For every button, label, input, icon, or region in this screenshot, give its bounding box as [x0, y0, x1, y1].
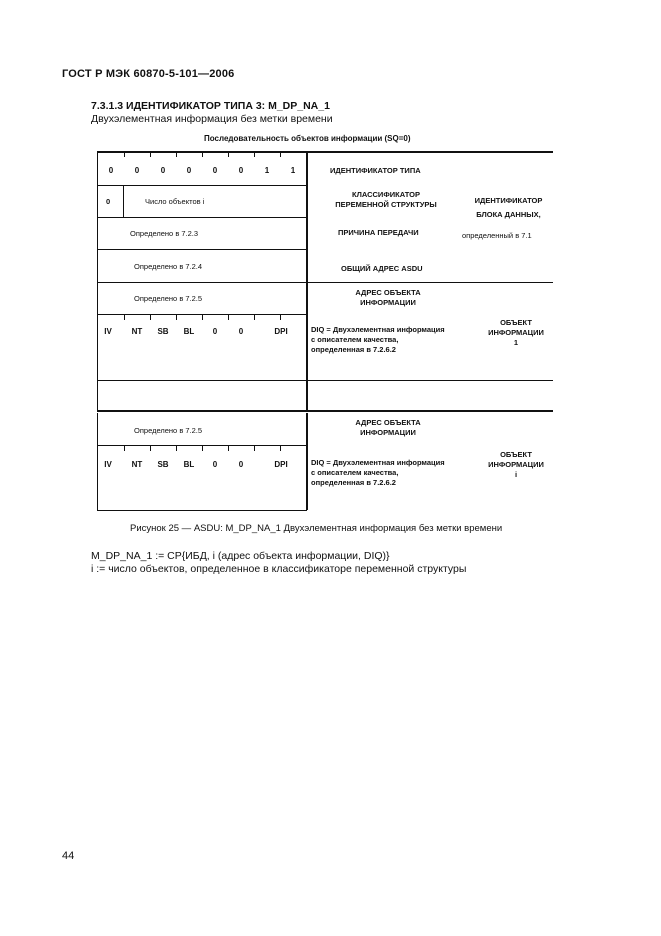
document-header: ГОСТ Р МЭК 60870-5-101—2006: [62, 68, 235, 80]
bit-value: 0: [186, 166, 192, 175]
bit-tick: [150, 152, 151, 157]
formula-note: i := число объектов, определенное в классификаторе переменной структуры: [91, 563, 467, 575]
bit-value: 0: [238, 166, 244, 175]
bit-tick: [202, 315, 203, 320]
bit-value: IV: [104, 460, 112, 469]
bit-value: NT: [131, 327, 143, 336]
diq-description: DIQ = Двухэлементная информация с описателем качества, определенная в 7.2.6.2: [311, 325, 445, 355]
rule-row: [97, 510, 307, 511]
bit-tick: [280, 315, 281, 320]
bit-value: 1: [290, 166, 296, 175]
section-title: 7.3.1.3 ИДЕНТИФИКАТОР ТИПА 3: M_DP_NA_1: [91, 100, 330, 112]
bit-value: 0: [238, 460, 244, 469]
vsq-description: КЛАССИФИКАТОР ПЕРЕМЕННОЙ СТРУКТУРЫ: [335, 190, 437, 209]
type-id-label: ИДЕНТИФИКАТОР ТИПА: [330, 166, 421, 175]
bit-tick: [228, 315, 229, 320]
rule-left: [97, 151, 98, 411]
rule-row: [97, 282, 553, 283]
information-object-1: ОБЪЕКТ ИНФОРМАЦИИ 1: [488, 318, 544, 347]
bit-value: 0: [134, 166, 140, 175]
dub-reference: определенный в 7.1: [462, 231, 532, 240]
bit-value: 0: [212, 327, 218, 336]
rule-row: [97, 185, 307, 186]
page-number: 44: [62, 850, 75, 862]
bit-tick: [254, 152, 255, 157]
rule-top: [97, 151, 553, 153]
bit-tick: [228, 152, 229, 157]
bit-value: DPI: [274, 327, 288, 336]
bit-value: 1: [264, 166, 270, 175]
cot-defined: Определено в 7.2.3: [130, 229, 199, 238]
information-object-i: ОБЪЕКТ ИНФОРМАЦИИ i: [488, 450, 544, 479]
section-subtitle: Двухэлементная информация без метки времени: [91, 113, 333, 125]
bit-tick: [176, 152, 177, 157]
ioa-label-b: АДРЕС ОБЪЕКТА ИНФОРМАЦИИ: [355, 418, 421, 437]
bit-tick: [228, 446, 229, 451]
bit-tick: [124, 315, 125, 320]
formula-definition: M_DP_NA_1 := CP{ИБД, i (адрес объекта информации, DIQ)}: [91, 550, 390, 562]
bit-value: NT: [131, 460, 143, 469]
ioa-defined: Определено в 7.2.5: [134, 294, 203, 303]
cot-label: ПРИЧИНА ПЕРЕДАЧИ: [338, 228, 419, 237]
bit-tick: [202, 152, 203, 157]
bit-value: IV: [104, 327, 112, 336]
vsq-zero: 0: [106, 197, 111, 206]
bit-tick: [124, 152, 125, 157]
rule-bottom-dub: [97, 410, 553, 412]
bit-tick: [254, 315, 255, 320]
dub-label: ИДЕНТИФИКАТОР БЛОКА ДАННЫХ,: [474, 196, 543, 219]
sequence-label: Последовательность объектов информации (SQ=0): [204, 134, 411, 143]
vsq-count-label: Число объектов i: [145, 197, 205, 206]
rule-mid-b: [306, 413, 308, 510]
figure-caption: Рисунок 25 — ASDU: M_DP_NA_1 Двухэлементная информация без метки времени: [130, 523, 503, 534]
diq-description-b: DIQ = Двухэлементная информация с описателем качества, определенная в 7.2.6.2: [311, 458, 445, 488]
bit-value: 0: [212, 166, 218, 175]
bit-tick: [280, 446, 281, 451]
rule-row: [97, 380, 553, 381]
bit-value: SB: [157, 327, 169, 336]
rule-row: [97, 217, 307, 218]
bit-tick: [280, 152, 281, 157]
bit-tick: [176, 315, 177, 320]
bit-value: 0: [238, 327, 244, 336]
bit-tick: [150, 446, 151, 451]
bit-value: 0: [212, 460, 218, 469]
rule-left-b: [97, 413, 98, 510]
bit-value: 0: [108, 166, 114, 175]
bit-tick: [254, 446, 255, 451]
asdu-address-label: ОБЩИЙ АДРЕС ASDU: [341, 264, 423, 273]
ioa-label: АДРЕС ОБЪЕКТА ИНФОРМАЦИИ: [355, 288, 421, 307]
bit-value: BL: [183, 460, 195, 469]
rule-mid: [306, 151, 308, 411]
ioa-defined-b: Определено в 7.2.5: [134, 426, 203, 435]
bit-tick: [176, 446, 177, 451]
bit-value: 0: [160, 166, 166, 175]
bit-tick: [124, 446, 125, 451]
bit-tick: [150, 315, 151, 320]
bit-value: DPI: [274, 460, 288, 469]
bit-value: BL: [183, 327, 195, 336]
asdu-address-defined: Определено в 7.2.4: [134, 262, 203, 271]
rule-row: [97, 249, 307, 250]
bit-tick: [202, 446, 203, 451]
bit-value: SB: [157, 460, 169, 469]
rule-vsq-split: [123, 185, 124, 217]
